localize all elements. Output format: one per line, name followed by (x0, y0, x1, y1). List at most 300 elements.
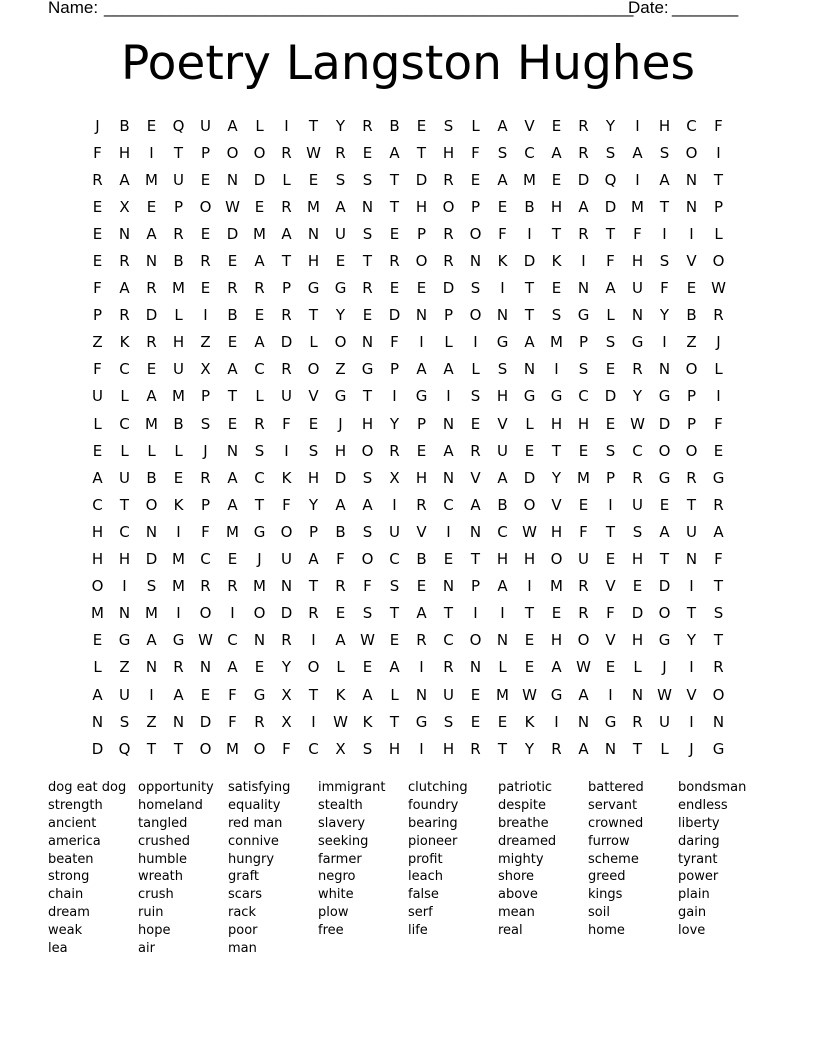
grid-letter: Y (281, 658, 292, 677)
grid-letter: T (362, 252, 373, 271)
grid-letter: E (389, 224, 400, 243)
grid-letter: I (554, 360, 559, 379)
word-list-item: clutching (408, 780, 468, 795)
grid-letter: A (173, 685, 184, 704)
grid-letter: E (416, 441, 427, 460)
grid-letter: A (227, 468, 238, 487)
grid-letter: R (443, 252, 454, 271)
word-list-item: plow (318, 905, 349, 921)
grid-letter: A (551, 143, 562, 162)
grid-letter: H (91, 522, 104, 541)
grid-letter: N (145, 252, 158, 271)
grid-letter: R (119, 306, 130, 325)
grid-letter: O (415, 252, 428, 271)
grid-letter: R (389, 252, 400, 271)
grid-letter: D (145, 550, 158, 569)
grid-letter: I (311, 631, 316, 650)
grid-letter: B (524, 197, 535, 216)
grid-letter: Z (335, 360, 346, 379)
grid-letter: Y (524, 739, 535, 758)
word-list-item: despite (498, 797, 546, 813)
grid-letter: V (308, 387, 319, 406)
grid-letter: C (200, 550, 211, 569)
grid-letter: G (712, 468, 725, 487)
grid-letter: P (470, 577, 481, 596)
grid-letter: A (362, 495, 373, 514)
grid-letter: U (92, 387, 103, 406)
grid-letter: U (578, 550, 589, 569)
grid-letter: N (145, 658, 158, 677)
grid-letter: L (471, 116, 480, 135)
grid-letter: E (389, 631, 400, 650)
grid-letter: A (146, 387, 157, 406)
grid-letter: T (146, 739, 157, 758)
grid-letter: O (469, 631, 482, 650)
grid-letter: E (227, 333, 238, 352)
grid-letter: T (119, 495, 130, 514)
grid-letter: G (658, 631, 671, 650)
grid-letter: S (146, 577, 157, 596)
grid-letter: A (659, 170, 670, 189)
word-list-item: profit (408, 851, 443, 867)
name-label: Name: (48, 0, 99, 17)
grid-letter: N (361, 197, 374, 216)
grid-letter: A (119, 170, 130, 189)
grid-letter: P (605, 468, 616, 487)
grid-letter: O (91, 577, 104, 596)
grid-letter: W (198, 631, 213, 650)
grid-letter: T (389, 170, 400, 189)
grid-letter: N (307, 224, 320, 243)
grid-letter: K (524, 712, 535, 731)
grid-letter: F (93, 279, 102, 298)
grid-letter: D (334, 468, 347, 487)
grid-letter: A (578, 739, 589, 758)
grid-letter: B (335, 522, 346, 541)
grid-letter: H (307, 468, 320, 487)
grid-letter: R (632, 468, 643, 487)
grid-letter: A (416, 604, 427, 623)
grid-letter: N (469, 658, 482, 677)
grid-letter: N (577, 279, 590, 298)
grid-letter: R (281, 631, 292, 650)
grid-letter: O (280, 522, 293, 541)
grid-letter: M (550, 333, 563, 352)
word-list-item: crush (138, 887, 174, 903)
grid-letter: F (201, 522, 210, 541)
grid-letter: R (578, 224, 589, 243)
grid-letter: R (281, 197, 292, 216)
grid-letter: E (92, 197, 103, 216)
grid-letter: D (658, 577, 671, 596)
grid-letter: E (605, 550, 616, 569)
grid-letter: O (658, 441, 671, 460)
grid-letter: U (173, 360, 184, 379)
grid-letter: O (253, 604, 266, 623)
grid-letter: V (686, 252, 697, 271)
word-list-item: stealth (318, 797, 363, 813)
grid-letter: I (689, 224, 694, 243)
grid-letter: K (119, 333, 130, 352)
grid-letter: N (685, 170, 698, 189)
grid-letter: G (334, 279, 347, 298)
grid-letter: T (497, 739, 508, 758)
grid-letter: I (149, 143, 154, 162)
grid-letter: A (605, 279, 616, 298)
grid-letter: A (119, 279, 130, 298)
grid-letter: S (578, 360, 589, 379)
date-label: Date: (628, 0, 669, 17)
grid-letter: T (362, 387, 373, 406)
grid-letter: N (253, 631, 266, 650)
grid-letter: H (631, 252, 644, 271)
grid-letter: F (93, 143, 102, 162)
grid-letter: P (281, 279, 292, 298)
grid-letter: N (712, 712, 725, 731)
grid-letter: E (146, 116, 157, 135)
grid-letter: H (388, 739, 401, 758)
grid-letter: T (605, 522, 616, 541)
grid-letter: T (227, 387, 238, 406)
grid-letter: B (119, 116, 130, 135)
grid-letter: L (606, 306, 615, 325)
word-list-column (318, 779, 408, 958)
grid-letter: S (470, 279, 481, 298)
grid-letter: T (524, 604, 535, 623)
grid-letter: X (281, 712, 292, 731)
grid-letter: C (497, 522, 508, 541)
word-list-item: mean (498, 905, 535, 921)
grid-letter: K (497, 252, 508, 271)
grid-letter: G (415, 712, 428, 731)
grid-letter: I (203, 306, 208, 325)
grid-letter: H (172, 333, 185, 352)
grid-letter: O (307, 360, 320, 379)
grid-letter: B (416, 550, 427, 569)
grid-letter: E (497, 712, 508, 731)
grid-letter: A (227, 658, 238, 677)
grid-letter: E (686, 279, 697, 298)
grid-letter: C (632, 441, 643, 460)
grid-letter: A (227, 495, 238, 514)
grid-letter: J (338, 414, 343, 433)
grid-letter: Y (659, 306, 670, 325)
grid-letter: I (149, 685, 154, 704)
grid-letter: R (470, 441, 481, 460)
grid-letter: S (443, 116, 454, 135)
grid-letter: D (604, 197, 617, 216)
grid-letter: A (389, 143, 400, 162)
grid-letter: M (145, 170, 158, 189)
grid-letter: Y (335, 306, 346, 325)
grid-letter: V (497, 414, 508, 433)
word-list-item: equality (228, 797, 281, 813)
grid-letter: S (308, 441, 319, 460)
grid-letter: G (604, 712, 617, 731)
grid-letter: I (284, 441, 289, 460)
word-list-item: servant (588, 797, 638, 813)
word-list-item: pioneer (408, 833, 458, 849)
grid-letter: F (606, 604, 615, 623)
grid-letter: U (173, 170, 184, 189)
grid-letter: V (686, 685, 697, 704)
grid-letter: R (254, 414, 265, 433)
grid-letter: T (713, 631, 724, 650)
word-list-item: false (408, 887, 439, 903)
grid-letter: G (253, 522, 266, 541)
grid-letter: R (200, 468, 211, 487)
word-list-item: ancient (48, 815, 97, 831)
grid-letter: L (660, 739, 669, 758)
grid-letter: R (146, 333, 157, 352)
word-list-item: connive (228, 833, 279, 849)
grid-letter: B (146, 468, 157, 487)
word-list-column (138, 779, 228, 958)
grid-letter: W (333, 712, 348, 731)
grid-letter: U (659, 712, 670, 731)
grid-letter: E (200, 685, 211, 704)
grid-letter: M (91, 604, 104, 623)
word-list-item: ruin (138, 905, 164, 921)
grid-letter: R (362, 116, 373, 135)
grid-letter: O (199, 604, 212, 623)
grid-letter: C (119, 522, 130, 541)
grid-letter: U (200, 116, 211, 135)
grid-letter: J (662, 658, 667, 677)
word-list-item: battered (588, 780, 644, 795)
grid-letter: R (281, 306, 292, 325)
grid-letter: N (685, 550, 698, 569)
grid-letter: E (308, 170, 319, 189)
grid-letter: Y (605, 116, 616, 135)
grid-letter: M (172, 577, 185, 596)
grid-letter: A (227, 116, 238, 135)
grid-letter: M (172, 387, 185, 406)
grid-letter: O (253, 739, 266, 758)
grid-letter: C (92, 495, 103, 514)
word-list-column (678, 779, 768, 958)
grid-letter: A (362, 685, 373, 704)
grid-letter: Q (604, 170, 617, 189)
grid-letter: O (712, 685, 725, 704)
page-title: Poetry Langston Hughes (120, 36, 695, 91)
grid-letter: R (335, 143, 346, 162)
grid-letter: E (200, 224, 211, 243)
grid-letter: R (227, 279, 238, 298)
word-list-item: soil (588, 905, 610, 921)
grid-letter: N (226, 441, 239, 460)
grid-letter: G (334, 387, 347, 406)
grid-letter: V (551, 495, 562, 514)
grid-letter: H (550, 631, 563, 650)
grid-letter: H (361, 414, 374, 433)
word-list-item: crowned (588, 815, 644, 831)
grid-letter: I (554, 712, 559, 731)
grid-letter: L (255, 116, 264, 135)
grid-letter: P (308, 522, 319, 541)
word-list-item: power (678, 869, 719, 885)
grid-letter: N (199, 658, 212, 677)
grid-letter: P (173, 197, 184, 216)
grid-letter: F (363, 577, 372, 596)
word-list-item: love (678, 923, 706, 939)
grid-letter: N (415, 306, 428, 325)
grid-letter: E (146, 360, 157, 379)
grid-letter: G (118, 631, 131, 650)
grid-letter: F (498, 224, 507, 243)
grid-letter: E (551, 116, 562, 135)
grid-letter: I (689, 712, 694, 731)
grid-letter: S (443, 712, 454, 731)
grid-letter: Z (686, 333, 697, 352)
grid-letter: W (576, 658, 591, 677)
grid-letter: T (632, 739, 643, 758)
grid-letter: M (631, 197, 644, 216)
word-list-item: opportunity (138, 780, 214, 795)
grid-letter: E (227, 252, 238, 271)
word-list-item: tyrant (678, 851, 718, 867)
grid-letter: C (524, 143, 535, 162)
grid-letter: I (419, 333, 424, 352)
grid-letter: M (226, 739, 239, 758)
grid-letter: L (93, 414, 102, 433)
grid-letter: L (525, 414, 534, 433)
grid-letter: N (361, 333, 374, 352)
grid-letter: U (281, 550, 292, 569)
grid-letter: E (551, 604, 562, 623)
grid-letter: H (496, 387, 509, 406)
grid-letter: N (118, 604, 131, 623)
grid-letter: S (551, 306, 562, 325)
grid-letter: A (92, 685, 103, 704)
grid-letter: A (335, 495, 346, 514)
word-list-item: home (588, 923, 625, 939)
grid-letter: P (470, 197, 481, 216)
grid-letter: L (498, 658, 507, 677)
grid-letter: K (551, 252, 562, 271)
grid-letter: C (578, 387, 589, 406)
word-list-column (498, 779, 588, 958)
grid-letter: C (119, 414, 130, 433)
grid-letter: O (685, 143, 698, 162)
grid-letter: H (631, 631, 644, 650)
grid-letter: R (308, 604, 319, 623)
grid-letter: N (631, 306, 644, 325)
grid-letter: B (173, 414, 184, 433)
grid-letter: S (335, 170, 346, 189)
grid-letter: E (443, 550, 454, 569)
grid-letter: D (145, 306, 158, 325)
grid-letter: I (176, 522, 181, 541)
grid-letter: H (550, 522, 563, 541)
grid-letter: E (632, 577, 643, 596)
grid-letter: L (255, 387, 264, 406)
word-list-item: hope (138, 923, 171, 939)
grid-letter: R (173, 224, 184, 243)
grid-letter: G (523, 387, 536, 406)
grid-letter: C (443, 495, 454, 514)
grid-letter: P (200, 143, 211, 162)
grid-letter: I (581, 252, 586, 271)
grid-letter: T (524, 306, 535, 325)
grid-letter: Z (200, 333, 211, 352)
grid-letter: D (658, 414, 671, 433)
grid-letter: K (362, 712, 373, 731)
grid-letter: G (496, 333, 509, 352)
grid-letter: L (714, 224, 723, 243)
grid-letter: L (93, 658, 102, 677)
grid-letter: U (389, 522, 400, 541)
grid-letter: I (527, 224, 532, 243)
grid-letter: I (419, 739, 424, 758)
grid-letter: B (173, 252, 184, 271)
grid-letter: R (254, 279, 265, 298)
grid-letter: O (550, 550, 563, 569)
grid-letter: T (389, 197, 400, 216)
word-list-item: white (318, 887, 354, 903)
grid-letter: R (551, 739, 562, 758)
grid-letter: F (714, 550, 723, 569)
grid-letter: T (470, 550, 481, 569)
grid-letter: O (712, 252, 725, 271)
name-blank-line: ________________________________________________________ (104, 0, 634, 17)
word-list-column (48, 779, 138, 958)
grid-letter: E (335, 604, 346, 623)
word-list-item: serf (408, 905, 433, 921)
grid-letter: F (282, 739, 291, 758)
word-list-item: bondsman (678, 780, 747, 795)
grid-letter: E (173, 468, 184, 487)
grid-letter: M (523, 170, 536, 189)
grid-letter: D (280, 604, 293, 623)
grid-letter: M (550, 577, 563, 596)
grid-letter: C (443, 631, 454, 650)
grid-letter: L (714, 360, 723, 379)
grid-letter: F (228, 712, 237, 731)
grid-letter: A (281, 224, 292, 243)
grid-letter: T (389, 604, 400, 623)
grid-letter: R (713, 306, 724, 325)
grid-letter: E (578, 441, 589, 460)
grid-letter: W (225, 197, 240, 216)
grid-letter: A (497, 116, 508, 135)
grid-letter: N (577, 712, 590, 731)
grid-letter: D (91, 739, 104, 758)
grid-letter: N (496, 306, 509, 325)
grid-letter: M (253, 224, 266, 243)
grid-letter: G (172, 631, 185, 650)
grid-letter: T (416, 143, 427, 162)
grid-letter: R (119, 252, 130, 271)
grid-letter: E (659, 495, 670, 514)
grid-letter: E (308, 414, 319, 433)
word-list-item: lea (48, 941, 68, 957)
grid-letter: S (470, 387, 481, 406)
grid-letter: H (91, 550, 104, 569)
grid-letter: S (497, 143, 508, 162)
grid-letter: V (416, 522, 427, 541)
grid-letter: N (523, 360, 536, 379)
grid-letter: M (226, 522, 239, 541)
grid-letter: Y (389, 414, 400, 433)
grid-letter: L (147, 441, 156, 460)
grid-letter: I (608, 685, 613, 704)
word-list-item: kings (588, 887, 623, 903)
grid-letter: M (496, 685, 509, 704)
grid-letter: E (551, 170, 562, 189)
grid-letter: J (689, 739, 694, 758)
grid-letter: J (203, 441, 208, 460)
